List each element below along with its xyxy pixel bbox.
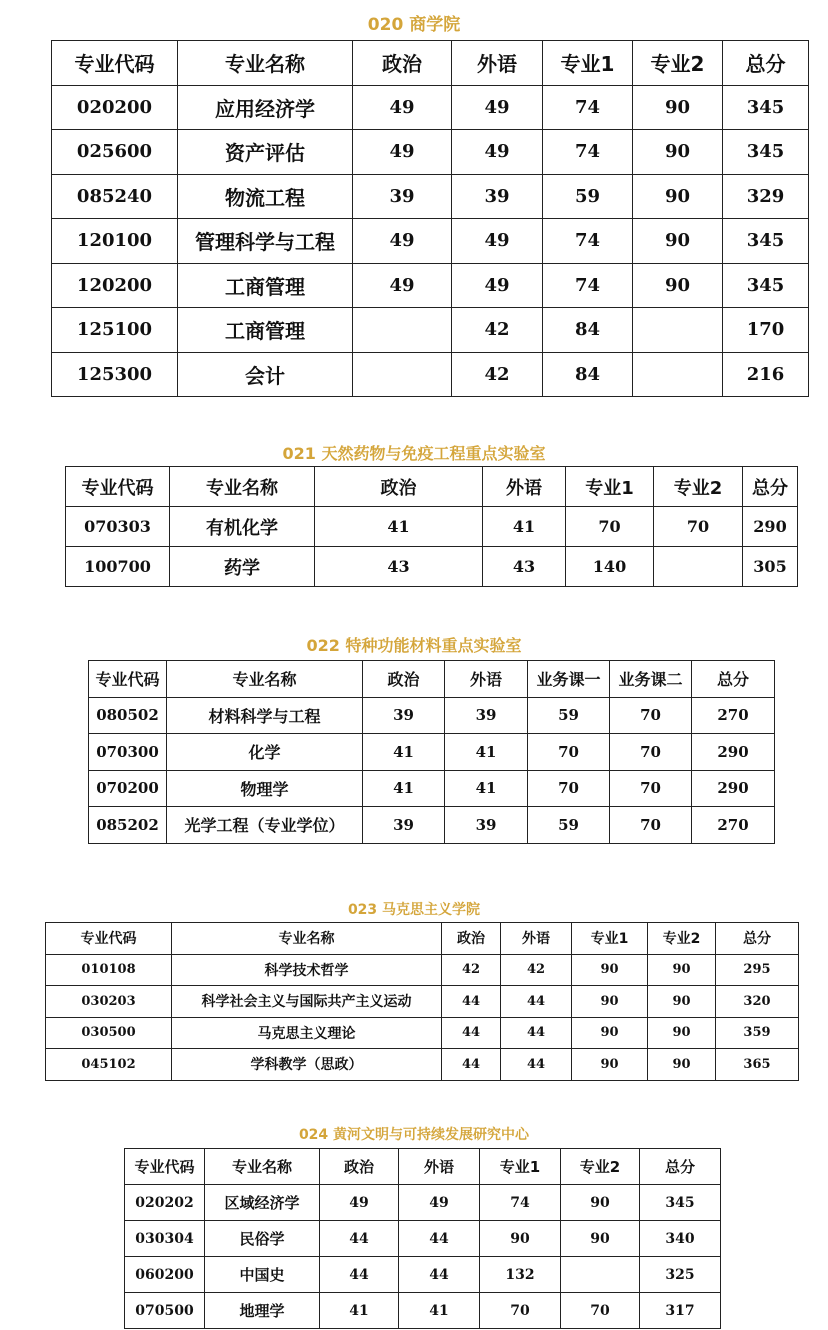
- cell-subject2: 90: [648, 986, 716, 1018]
- table-row: [46, 1049, 799, 1081]
- col-header-politics: 政治: [363, 661, 445, 698]
- table-row: [46, 1017, 799, 1049]
- cell-total: 345: [640, 1185, 721, 1221]
- cell-language: 41: [399, 1293, 480, 1329]
- cell-code: 120100: [52, 219, 178, 264]
- cell-language: 49: [452, 263, 543, 308]
- cell-subject2: 70: [654, 507, 743, 547]
- cell-politics: 49: [353, 263, 452, 308]
- cell-subject2: 90: [648, 1017, 716, 1049]
- col-header-subject1: 专业1: [572, 923, 648, 955]
- cell-code: 070303: [66, 507, 170, 547]
- table-row: [66, 507, 798, 547]
- cell-subject1: 132: [480, 1257, 561, 1293]
- cell-politics: 39: [363, 807, 445, 844]
- cell-subject2: 90: [633, 174, 723, 219]
- cell-code: 080502: [89, 697, 167, 734]
- cell-total: 295: [716, 954, 799, 986]
- col-header-major: 专业名称: [167, 661, 363, 698]
- cell-language: 44: [501, 1049, 572, 1081]
- cell-politics: 49: [320, 1185, 399, 1221]
- col-header-course2: 业务课二: [610, 661, 692, 698]
- cell-subject2: 90: [648, 1049, 716, 1081]
- cell-code: 010108: [46, 954, 172, 986]
- cell-total: 365: [716, 1049, 799, 1081]
- cell-language: 39: [445, 697, 528, 734]
- cell-subject1: 90: [572, 954, 648, 986]
- cell-language: 39: [452, 174, 543, 219]
- cell-language: 41: [445, 770, 528, 807]
- cell-language: 44: [501, 1017, 572, 1049]
- cell-language: 44: [501, 986, 572, 1018]
- col-header-subject2: 专业2: [561, 1149, 640, 1185]
- col-header-major: 专业名称: [172, 923, 442, 955]
- cell-politics: 49: [353, 219, 452, 264]
- table-row: [52, 85, 809, 130]
- cell-major: 科学社会主义与国际共产主义运动: [172, 986, 442, 1018]
- cell-code: 070200: [89, 770, 167, 807]
- table-header-row: [89, 661, 775, 698]
- table-row: [89, 734, 775, 771]
- cell-total: 305: [743, 547, 798, 587]
- cell-politics: 49: [353, 130, 452, 175]
- table-024-yellow-river-center: [124, 1148, 721, 1329]
- cell-subject2: [633, 352, 723, 397]
- cell-politics: 42: [442, 954, 501, 986]
- col-header-politics: 政治: [353, 41, 452, 86]
- col-header-language: 外语: [501, 923, 572, 955]
- cell-total: 317: [640, 1293, 721, 1329]
- table-row: [89, 770, 775, 807]
- table-row: [89, 807, 775, 844]
- cell-subject1: 90: [572, 986, 648, 1018]
- cell-major: 应用经济学: [178, 85, 353, 130]
- cell-subject2: [633, 308, 723, 353]
- cell-code: 100700: [66, 547, 170, 587]
- col-header-total: 总分: [692, 661, 775, 698]
- cell-language: 42: [452, 308, 543, 353]
- table-row: [66, 547, 798, 587]
- cell-major: 科学技术哲学: [172, 954, 442, 986]
- cell-code: 020202: [125, 1185, 205, 1221]
- cell-major: 工商管理: [178, 263, 353, 308]
- col-header-code: 专业代码: [52, 41, 178, 86]
- cell-course1: 70: [528, 770, 610, 807]
- col-header-total: 总分: [743, 467, 798, 507]
- cell-subject2: [654, 547, 743, 587]
- table-row: [89, 697, 775, 734]
- table-row: [52, 130, 809, 175]
- cell-subject1: 74: [543, 219, 633, 264]
- table-row: [125, 1257, 721, 1293]
- cell-politics: 41: [315, 507, 483, 547]
- cell-subject1: 74: [480, 1185, 561, 1221]
- cell-subject1: 74: [543, 85, 633, 130]
- cell-politics: 41: [363, 734, 445, 771]
- cell-politics: 41: [320, 1293, 399, 1329]
- cell-language: 39: [445, 807, 528, 844]
- cell-politics: 39: [353, 174, 452, 219]
- section-title-021: 021 天然药物与免疫工程重点实验室: [282, 444, 546, 463]
- table-row: [52, 263, 809, 308]
- col-header-code: 专业代码: [125, 1149, 205, 1185]
- table-row: [125, 1185, 721, 1221]
- cell-politics: 39: [363, 697, 445, 734]
- cell-politics: [353, 308, 452, 353]
- section-title-023: 023 马克思主义学院: [347, 902, 481, 918]
- cell-major: 管理科学与工程: [178, 219, 353, 264]
- table-row: [125, 1293, 721, 1329]
- cell-subject1: 90: [572, 1049, 648, 1081]
- cell-code: 070500: [125, 1293, 205, 1329]
- cell-code: 030304: [125, 1221, 205, 1257]
- cell-major: 地理学: [205, 1293, 320, 1329]
- table-row: [46, 954, 799, 986]
- cell-language: 42: [452, 352, 543, 397]
- cell-major: 民俗学: [205, 1221, 320, 1257]
- cell-subject2: 90: [561, 1185, 640, 1221]
- cell-major: 会计: [178, 352, 353, 397]
- cell-major: 化学: [167, 734, 363, 771]
- cell-language: 41: [445, 734, 528, 771]
- table-header-row: [66, 467, 798, 507]
- cell-politics: 41: [363, 770, 445, 807]
- cell-language: 42: [501, 954, 572, 986]
- cell-code: 120200: [52, 263, 178, 308]
- cell-total: 345: [723, 219, 809, 264]
- cell-subject1: 74: [543, 130, 633, 175]
- col-header-politics: 政治: [442, 923, 501, 955]
- col-header-politics: 政治: [315, 467, 483, 507]
- cell-major: 中国史: [205, 1257, 320, 1293]
- cell-code: 025600: [52, 130, 178, 175]
- cell-major: 光学工程（专业学位）: [167, 807, 363, 844]
- cell-major: 物流工程: [178, 174, 353, 219]
- col-header-subject1: 专业1: [543, 41, 633, 86]
- table-header-row: [125, 1149, 721, 1185]
- cell-language: 44: [399, 1221, 480, 1257]
- cell-total: 345: [723, 130, 809, 175]
- cell-politics: [353, 352, 452, 397]
- col-header-subject2: 专业2: [633, 41, 723, 86]
- cell-total: 290: [743, 507, 798, 547]
- table-row: [52, 219, 809, 264]
- cell-politics: 44: [442, 1017, 501, 1049]
- cell-major: 材料科学与工程: [167, 697, 363, 734]
- cell-subject2: 90: [561, 1221, 640, 1257]
- cell-total: 340: [640, 1221, 721, 1257]
- col-header-major: 专业名称: [170, 467, 315, 507]
- table-header-row: [52, 41, 809, 86]
- cell-subject1: 70: [566, 507, 654, 547]
- table-row: [52, 352, 809, 397]
- col-header-total: 总分: [723, 41, 809, 86]
- cell-code: 020200: [52, 85, 178, 130]
- cell-total: 359: [716, 1017, 799, 1049]
- cell-politics: 44: [320, 1221, 399, 1257]
- col-header-code: 专业代码: [46, 923, 172, 955]
- cell-code: 085240: [52, 174, 178, 219]
- cell-total: 345: [723, 263, 809, 308]
- cell-code: 060200: [125, 1257, 205, 1293]
- cell-politics: 43: [315, 547, 483, 587]
- section-title-020: 020 商学院: [367, 15, 461, 35]
- col-header-subject2: 专业2: [648, 923, 716, 955]
- cell-subject1: 90: [572, 1017, 648, 1049]
- col-header-total: 总分: [640, 1149, 721, 1185]
- cell-total: 325: [640, 1257, 721, 1293]
- cell-language: 49: [452, 219, 543, 264]
- cell-language: 44: [399, 1257, 480, 1293]
- cell-subject1: 84: [543, 352, 633, 397]
- cell-code: 030203: [46, 986, 172, 1018]
- cell-major: 有机化学: [170, 507, 315, 547]
- section-title-022: 022 特种功能材料重点实验室: [306, 636, 522, 655]
- col-header-subject1: 专业1: [566, 467, 654, 507]
- cell-code: 085202: [89, 807, 167, 844]
- cell-total: 290: [692, 734, 775, 771]
- cell-major: 学科教学（思政）: [172, 1049, 442, 1081]
- cell-course2: 70: [610, 734, 692, 771]
- cell-subject2: 90: [633, 219, 723, 264]
- col-header-language: 外语: [445, 661, 528, 698]
- cell-subject2: 90: [633, 85, 723, 130]
- col-header-language: 外语: [399, 1149, 480, 1185]
- cell-politics: 44: [320, 1257, 399, 1293]
- col-header-code: 专业代码: [89, 661, 167, 698]
- table-header-row: [46, 923, 799, 955]
- col-header-subject1: 专业1: [480, 1149, 561, 1185]
- cell-subject1: 59: [543, 174, 633, 219]
- cell-politics: 44: [442, 986, 501, 1018]
- cell-language: 49: [452, 130, 543, 175]
- table-020-business-school: [51, 40, 809, 397]
- section-title-024: 024 黄河文明与可持续发展研究中心: [298, 1127, 530, 1143]
- cell-language: 49: [452, 85, 543, 130]
- table-row: [52, 308, 809, 353]
- cell-subject1: 70: [480, 1293, 561, 1329]
- cell-total: 270: [692, 697, 775, 734]
- cell-total: 329: [723, 174, 809, 219]
- cell-subject2: 70: [561, 1293, 640, 1329]
- table-row: [52, 174, 809, 219]
- cell-language: 43: [483, 547, 566, 587]
- cell-course1: 59: [528, 697, 610, 734]
- col-header-language: 外语: [452, 41, 543, 86]
- cell-subject2: 90: [633, 263, 723, 308]
- cell-major: 药学: [170, 547, 315, 587]
- cell-course2: 70: [610, 807, 692, 844]
- cell-code: 125100: [52, 308, 178, 353]
- col-header-politics: 政治: [320, 1149, 399, 1185]
- cell-subject2: 90: [648, 954, 716, 986]
- cell-major: 区域经济学: [205, 1185, 320, 1221]
- col-header-course1: 业务课一: [528, 661, 610, 698]
- table-row: [125, 1221, 721, 1257]
- cell-major: 马克思主义理论: [172, 1017, 442, 1049]
- cell-course2: 70: [610, 697, 692, 734]
- cell-subject1: 90: [480, 1221, 561, 1257]
- col-header-subject2: 专业2: [654, 467, 743, 507]
- cell-politics: 49: [353, 85, 452, 130]
- cell-course2: 70: [610, 770, 692, 807]
- cell-major: 工商管理: [178, 308, 353, 353]
- table-022-functional-materials-lab: [88, 660, 775, 844]
- cell-code: 030500: [46, 1017, 172, 1049]
- cell-course1: 70: [528, 734, 610, 771]
- col-header-language: 外语: [483, 467, 566, 507]
- cell-politics: 44: [442, 1049, 501, 1081]
- cell-code: 070300: [89, 734, 167, 771]
- cell-subject2: [561, 1257, 640, 1293]
- cell-total: 170: [723, 308, 809, 353]
- cell-major: 资产评估: [178, 130, 353, 175]
- col-header-major: 专业名称: [178, 41, 353, 86]
- cell-subject2: 90: [633, 130, 723, 175]
- cell-total: 270: [692, 807, 775, 844]
- col-header-major: 专业名称: [205, 1149, 320, 1185]
- table-023-marxism-school: [45, 922, 799, 1081]
- cell-course1: 59: [528, 807, 610, 844]
- cell-code: 125300: [52, 352, 178, 397]
- cell-total: 290: [692, 770, 775, 807]
- cell-language: 41: [483, 507, 566, 547]
- cell-subject1: 84: [543, 308, 633, 353]
- cell-total: 320: [716, 986, 799, 1018]
- cell-language: 49: [399, 1185, 480, 1221]
- cell-subject1: 140: [566, 547, 654, 587]
- cell-total: 216: [723, 352, 809, 397]
- cell-major: 物理学: [167, 770, 363, 807]
- table-021-natural-medicine-lab: [65, 466, 798, 587]
- cell-total: 345: [723, 85, 809, 130]
- col-header-total: 总分: [716, 923, 799, 955]
- table-row: [46, 986, 799, 1018]
- col-header-code: 专业代码: [66, 467, 170, 507]
- cell-code: 045102: [46, 1049, 172, 1081]
- cell-subject1: 74: [543, 263, 633, 308]
